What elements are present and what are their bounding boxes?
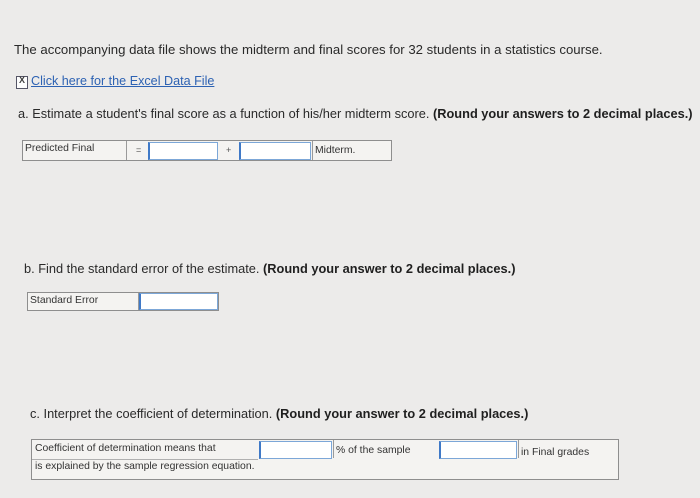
question-a <box>18 106 693 121</box>
question-b-text: b. Find the standard error of the estimate. <box>24 261 260 276</box>
excel-file-icon: X <box>16 75 29 88</box>
intro-text: The accompanying data file shows the midterm and final scores for 32 students in a statistics course. <box>14 42 603 57</box>
regression-equation-row <box>22 140 392 161</box>
question-c <box>30 406 528 421</box>
standard-error-input[interactable] <box>139 293 218 310</box>
question-a-text: a. Estimate a student's final score as a function of his/her midterm score. <box>18 106 430 121</box>
coefficient-determination-row <box>31 439 619 480</box>
coefficient-percent-input[interactable] <box>259 441 332 459</box>
slope-input[interactable] <box>239 142 311 160</box>
standard-error-label: Standard Error <box>30 295 99 306</box>
question-c-text: c. Interpret the coefficient of determination. <box>30 406 273 421</box>
standard-error-row <box>27 292 219 311</box>
question-b-instruction: (Round your answer to 2 decimal places.) <box>263 261 516 276</box>
excel-data-link[interactable] <box>16 74 214 88</box>
coefficient-label-line1: Coefficient of determination means that <box>35 443 216 454</box>
percent-of-sample-label: % of the sample <box>336 445 411 456</box>
equals-sign: = <box>136 145 142 155</box>
plus-sign: + <box>226 145 232 155</box>
variation-dropdown-input[interactable] <box>439 441 517 459</box>
question-c-instruction: (Round your answer to 2 decimal places.) <box>275 406 529 421</box>
question-b <box>24 261 515 276</box>
final-grades-label: in Final grades <box>521 447 590 458</box>
question-a-instruction: (Round your answers to 2 decimal places.) <box>432 106 693 121</box>
intercept-input[interactable] <box>148 142 218 160</box>
midterm-suffix: Midterm. <box>315 145 356 156</box>
predicted-final-label: Predicted Final <box>25 143 95 154</box>
coefficient-label-line2: is explained by the sample regression equation. <box>35 461 255 472</box>
excel-data-link-label[interactable]: Click here for the Excel Data File <box>31 74 215 88</box>
